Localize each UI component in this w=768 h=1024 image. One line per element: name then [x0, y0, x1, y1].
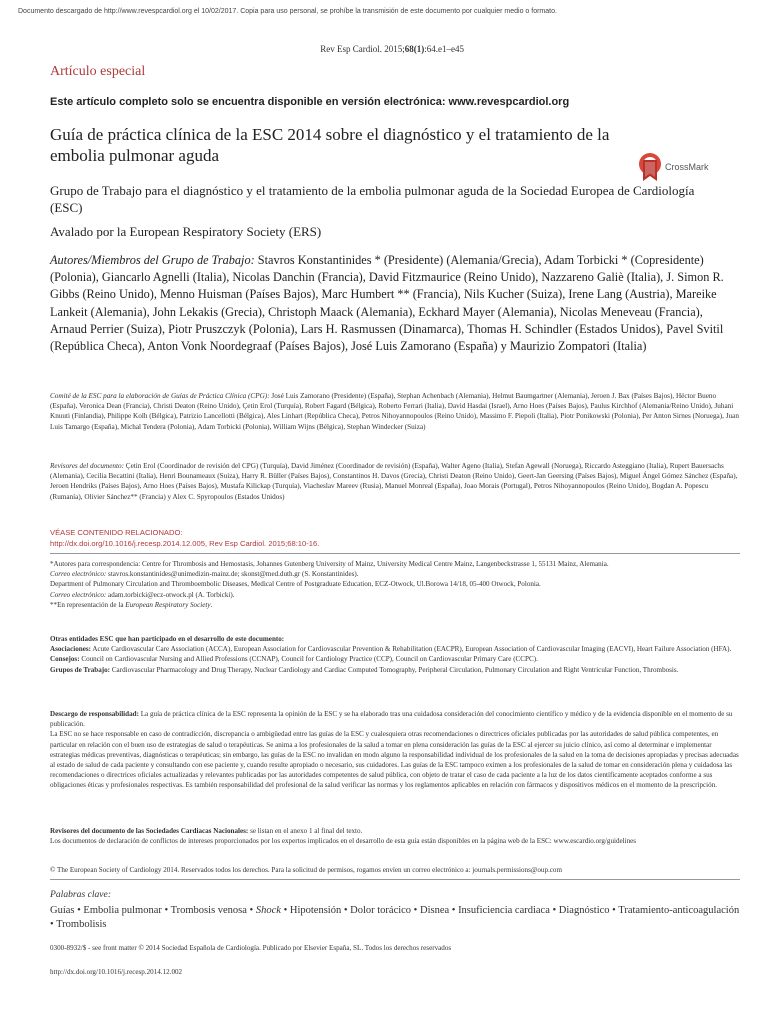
front-matter-footer: 0300-8932/$ - see front matter © 2014 Sociedad Española de Cardiología. Publicado por Elsevier España, SL. Todos los derechos reservados	[50, 944, 452, 952]
crossmark-badge[interactable]	[638, 150, 738, 184]
reviewers-lead: Revisores del documento:	[50, 462, 124, 470]
electronic-version-note: Este artículo completo solo se encuentra disponible en versión electrónica: www.revespcardiol.org	[50, 96, 570, 108]
other-esc-entities	[50, 634, 740, 675]
keyword-shock: Shock	[255, 905, 281, 916]
download-note: Documento descargado de http://www.revespcardiol.org el 10/02/2017. Copia para uso personal, se prohíbe la transmisión de este documento por cualquier medio o formato.	[18, 8, 557, 15]
correspondence	[50, 559, 740, 610]
disclaimer-paragraph-1	[50, 709, 740, 729]
keywords-list	[50, 904, 740, 931]
correspondence-email-1	[50, 569, 740, 579]
cpg-committee-lead: Comité de la ESC para la elaboración de Guías de Práctica Clínica (CPG):	[50, 392, 270, 400]
email-address-2[interactable]: adam.torbicki@ecz-otwock.pl (A. Torbicki).	[106, 590, 235, 599]
ers-representation-suffix: .	[210, 600, 213, 609]
cpg-committee	[50, 391, 740, 432]
national-reviewers-line	[50, 826, 740, 836]
endorsement-line: Avalado por la European Respiratory Society (ERS)	[50, 224, 322, 239]
document-reviewers	[50, 461, 740, 502]
email-label: Correo electrónico:	[50, 570, 107, 579]
keywords-heading: Palabras clave:	[50, 889, 112, 900]
copyright-notice: © The European Society of Cardiology 2014. Reservados todos los derechos. Para la solicitud de permisos, rogamos envíen un correo electrónico a: journals.permissions@oup.com	[50, 866, 562, 874]
keywords-part-2: • Hipotensión • Dolor torácico • Disnea • Insuficiencia cardiaca • Diagnóstico • Tratamiento-anticoagulación • Trombolisis	[50, 905, 740, 930]
journal-ref-prefix: Rev Esp Cardiol. 2015;	[320, 44, 405, 54]
article-type: Artículo especial	[50, 64, 146, 79]
article-title: Guía de práctica clínica de la ESC 2014 sobre el diagnóstico y el tratamiento de la embolia pulmonar aguda	[50, 125, 610, 166]
authors-lead: Autores/Miembros del Grupo de Trabajo:	[50, 253, 255, 267]
national-reviewers	[50, 826, 740, 846]
working-groups-text: Cardiovascular Pharmacology and Drug Therapy, Nuclear Cardiology and Cardiac Computed Tomography, Peripheral Circulation, Pulmonary Circulation and Right Ventricular Function, Thrombosis.	[110, 665, 679, 674]
working-groups-line	[50, 665, 740, 675]
keywords-part-1: Guías • Embolia pulmonar • Trombosis venosa •	[50, 905, 256, 916]
divider	[50, 553, 740, 554]
doi-footer[interactable]: http://dx.doi.org/10.1016/j.recesp.2014.12.002	[50, 968, 183, 976]
correspondence-email-2	[50, 590, 740, 600]
other-entities-heading: Otras entidades ESC que han participado en el desarrollo de este documento:	[50, 635, 285, 643]
working-group-subtitle: Grupo de Trabajo para el diagnóstico y el tratamiento de la embolia pulmonar aguda de la Sociedad Europea de Cardiología (ESC)	[50, 183, 695, 215]
divider	[50, 879, 740, 880]
cpg-committee-text: José Luis Zamorano (Presidente) (España), Stephan Achenbach (Alemania), Helmut Baumgartner (Alemania), Jeroen J. Bax (Países Bajos), Héctor Bueno (España), Veronica Dean (Francia), Christi Deaton (Reino Unido), Çetin Erol (Turquía), Robert Fagard (Bélgica), Roberto Ferrari (Italia), David Hasdai (Israel), Arno Hoes (Países Bajos), Paulus Kirchhof (Alemania/Reino Unido), Juhani Knuuti (Finlandia), Philippe Kolh (Bélgica), Patrizio Lancellotti (Bélgica), Ales Linhart (República Checa), Petros Nihoyannopoulos (Reino Unido), Massimo F. Piepoli (Italia), Piotr Ponikowski (Polonia), Per Anton Sirnes (Noruega), Juan Luis Tamargo (España), Michal Tendera (Polonia), Adam Torbicki (Polonia), William Wijns (Bélgica), Stephan Windecker (Suiza)	[50, 392, 739, 431]
associations-label: Asociaciones:	[50, 645, 91, 654]
ers-representation	[50, 600, 740, 610]
councils-line	[50, 654, 740, 664]
related-content-label: VÉASE CONTENIDO RELACIONADO:	[50, 528, 183, 537]
associations-text: Acute Cardiovascular Care Association (ACCA), European Association for Cardiovascular Prevention & Rehabilitation (EACPR), European Association of Cardiovascular Imaging (EACVI), Heart Failure Association (HFA).	[90, 645, 732, 654]
disclaimer	[50, 709, 740, 791]
email-address-1[interactable]: stavros.konstantinides@unimedizin-mainz.de; skonst@med.duth.gr (S. Konstantinides).	[106, 570, 359, 579]
related-content	[50, 527, 740, 550]
authors-names: Stavros Konstantinides * (Presidente) (Alemania/Grecia), Adam Torbicki * (Copresidente) (Polonia), Giancarlo Agnelli (Italia), Nicolas Danchin (Francia), David Fitzmaurice (Reino Unido), Nazzareno Galiè (Italia), J. Simon R. Gibbs (Reino Unido), Menno Huisman (Países Bajos), Marc Humbert ** (Francia), Nils Kucher (Suiza), Irene Lang (Austria), Mareike Lankeit (Alemania), John Lekakis (Grecia), Christoph Maack (Alemania), Eckhard Mayer (Alemania), Nicolas Meneveau (Francia), Arnaud Perrier (Suiza), Piotr Pruszczyk (Polonia), Lars H. Rasmussen (Dinamarca), Thomas H. Schindler (Estados Unidos), Pavel Svitil (República Checa), Anton Vonk Noordegraaf (Países Bajos), José Luis Zamorano (España) y Maurizio Zompatori (Italia)	[50, 253, 724, 354]
councils-text: Council on Cardiovascular Nursing and Allied Professions (CCNAP), Council for Cardiology Practice (CCP), Council on Cardiovascular Primary Care (CCPC).	[79, 655, 538, 664]
working-groups-label: Grupos de Trabajo:	[50, 665, 111, 674]
crossmark-icon	[638, 151, 662, 183]
authors-list	[50, 252, 740, 355]
correspondence-address-2: Department of Pulmonary Circulation and Thromboembolic Diseases, Medical Centre of Postgraduate Education, ECZ-Otwock, Ul.Borowa 14/18, 05-400 Otwock, Polonia.	[50, 580, 541, 589]
ers-representation-prefix: **En representación de la	[50, 600, 126, 609]
councils-label: Consejos:	[50, 655, 80, 664]
journal-ref-pages: :64.e1–e45	[424, 44, 464, 54]
journal-reference	[320, 44, 464, 54]
disclaimer-label: Descargo de responsabilidad:	[50, 710, 139, 718]
crossmark-label: CrossMark	[665, 162, 709, 172]
associations-line	[50, 644, 740, 654]
conflict-of-interest-note: Los documentos de declaración de conflictos de intereses proporcionados por los expertos implicados en el desarrollo de esta guía están disponibles en la página web de la ESC: www.escardio.org/guidelines	[50, 837, 637, 846]
journal-ref-volume: 68(1)	[404, 44, 425, 54]
related-content-link[interactable]: http://dx.doi.org/10.1016/j.recesp.2014.12.005, Rev Esp Cardiol. 2015;68:10-16.	[50, 539, 320, 549]
national-reviewers-label: Revisores del documento de las Sociedades Cardiacas Nacionales:	[50, 827, 249, 835]
ers-name: European Respiratory Society	[125, 600, 211, 609]
reviewers-text: Çetin Erol (Coordinador de revisión del CPG) (Turquía), David Jiménez (Coordinador de revisión) (España), Walter Ageno (Italia), Stefan Agewall (Noruega), Riccardo Asteggiano (Italia), Rupert Bauersachs (Alemania), Cecilia Becattini (Italia), Henri Bounameaux (Suiza), Harry R. Büller (Países Bajos), Constantinos H. Davos (Grecia), Christi Deaton (Reino Unido), Geert-Jan Geersing (Países Bajos), Miguel Ángel Gómez Sánchez (España), Jeroen Hendriks (Países Bajos), Arno Hoes (Países Bajos), Mustafa Kilickap (Turquía), Viacheslav Mareev (Rusia), Manuel Monreal (España), Joao Morais (Portugal), Petros Nihoyannopoulos (Reino Unido), Bogdan A. Popescu (Rumanía), Olivier Sánchez** (Francia) y Alex C. Spyropoulos (Estados Unidos)	[50, 462, 738, 501]
national-reviewers-text: se listan en el anexo 1 al final del texto.	[248, 827, 363, 835]
disclaimer-text-1: La guía de práctica clínica de la ESC representa la opinión de la ESC y se ha elaborado tras una cuidadosa consideración del conocimiento científico y médico y de la evidencia disponible en el momento de su publicación.	[50, 710, 733, 729]
email-label: Correo electrónico:	[50, 590, 107, 599]
disclaimer-paragraph-2: La ESC no se hace responsable en caso de contradicción, discrepancia o ambigüedad entre las guías de la ESC y cualesquiera otras recomendaciones o directrices oficiales publicadas por las autoridades de salud pública competentes, en particular en relación con el buen uso de estrategias de salud o terapéuticas. Se anima a los profesionales de la salud a tomar en plena consideración las guías de la ESC al ejercer su juicio clínico, así como al determinar e implementar estrategias médicas preventivas, diagnósticas o terapéuticas; sin embargo, las guías de la ESC no invalidan en modo alguno la responsabilidad individual de los profesionales de la salud en la toma de decisiones apropiadas y precisas adecuadas al estado de salud de cada paciente y consultando con ese paciente y, cuando resulte apropiado o necesario, sus cuidadores. Las guías de la ESC tampoco eximen a los profesionales de la salud de tomar en consideración plena y cuidadosa las recomendaciones o directrices oficiales actualizadas y relevantes publicadas por las autoridades competentes de salud pública, con objeto de tratar el caso de cada paciente a la luz de los datos científicamente aceptados conforme a sus obligaciones éticas y profesionales respectivas. Es también responsabilidad del profesional de la salud verificar las normas y los reglamentos aplicables en relación con fármacos y dispositivos médicos en el momento de la prescripción.	[50, 730, 739, 790]
correspondence-address-1: *Autores para correspondencia: Centre for Thrombosis and Hemostasis, Johannes Gutenberg University of Mainz, University Medical Centre Mainz, Langenbeckstrasse 1, 55131 Mainz, Alemania.	[50, 560, 609, 568]
